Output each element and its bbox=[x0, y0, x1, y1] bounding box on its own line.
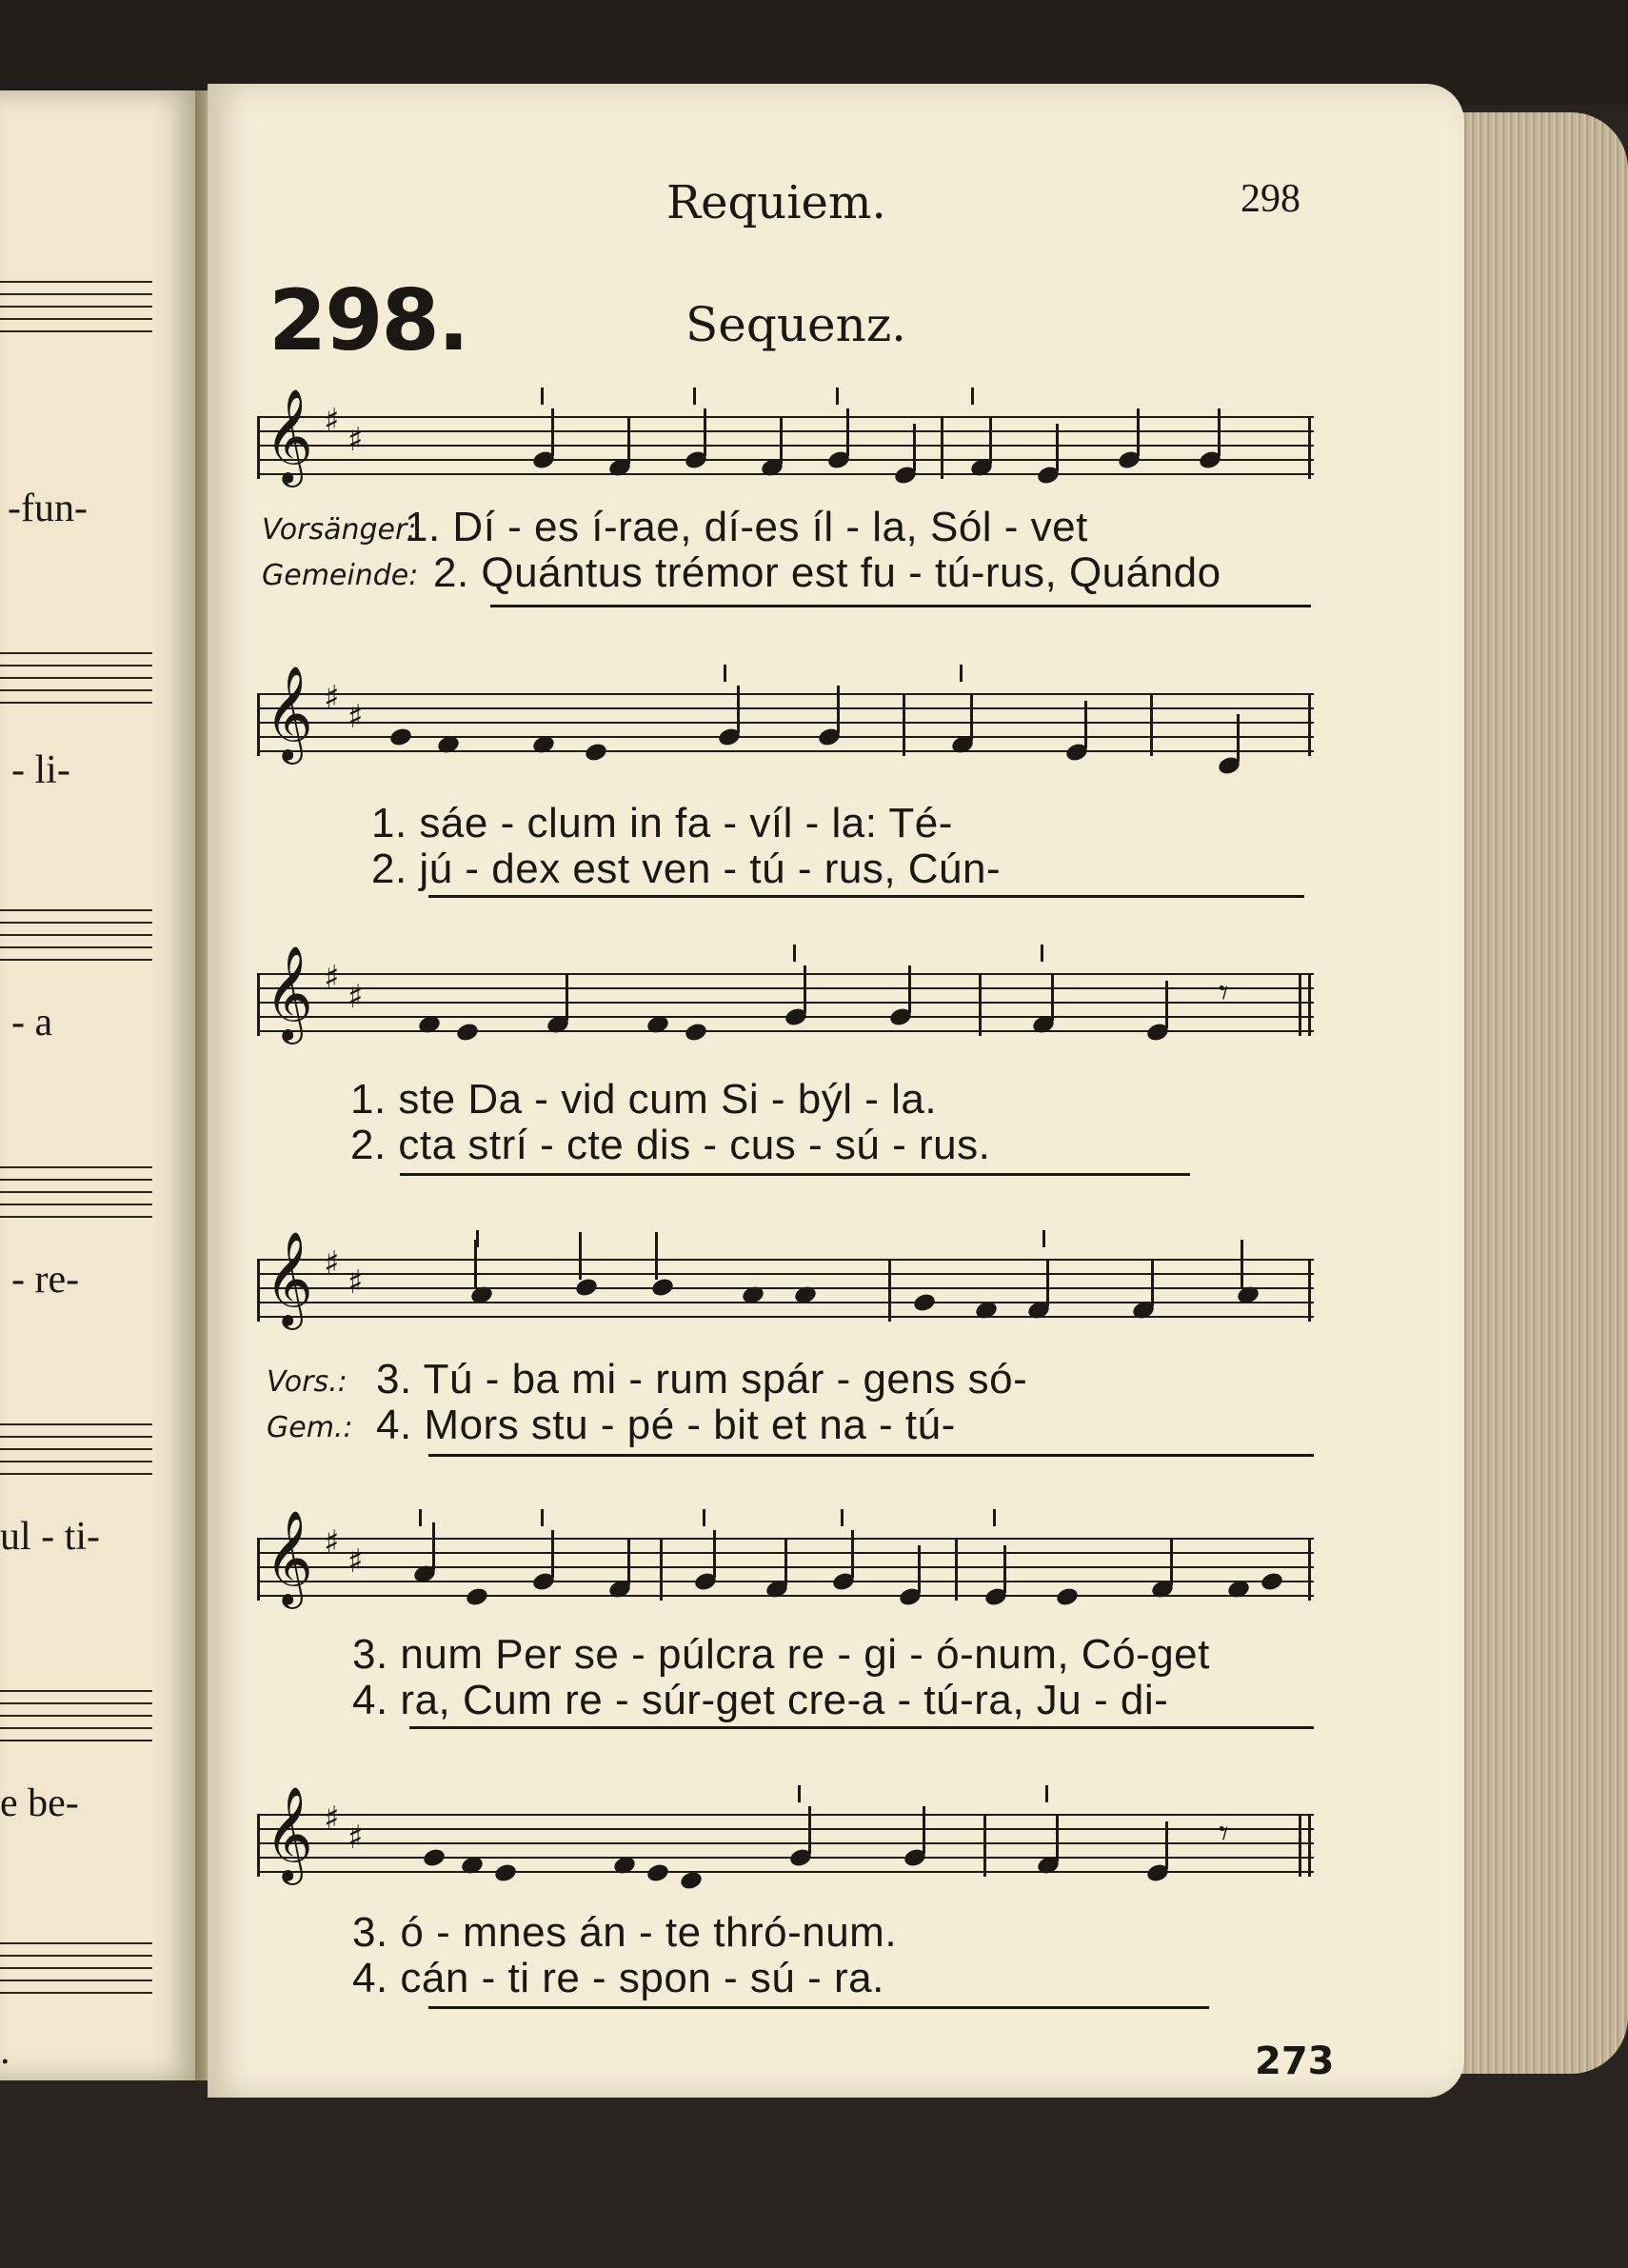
treble-clef-icon: 𝄞 bbox=[265, 1786, 313, 1881]
lyrics-line: 4. cán - ti re - spon - sú - ra. bbox=[352, 1955, 884, 2001]
stem bbox=[1046, 1259, 1049, 1306]
left-staff bbox=[0, 652, 152, 706]
stem bbox=[989, 416, 992, 464]
text-rule bbox=[409, 1726, 1314, 1729]
role-label-gem: Gem.: bbox=[267, 1411, 353, 1444]
lyrics-line: 2. jú - dex est ven - tú - rus, Cún- bbox=[371, 846, 1002, 892]
hymn-number: 298. bbox=[268, 271, 468, 369]
left-fragment: - re- bbox=[11, 1258, 80, 1302]
lyrics-line: 1. Dí - es í-rae, dí-es íl - la, Sól - vet bbox=[405, 504, 1088, 550]
staff bbox=[257, 1786, 1314, 1881]
sharp-icon: ♯ bbox=[347, 1263, 364, 1302]
stem bbox=[846, 408, 849, 456]
sharp-icon: ♯ bbox=[324, 959, 340, 997]
running-head-number: 298 bbox=[1241, 177, 1300, 221]
stem bbox=[1241, 1240, 1243, 1287]
accent-mark bbox=[541, 1509, 544, 1526]
text-rule bbox=[428, 2006, 1209, 2009]
stem bbox=[913, 424, 916, 471]
lyrics-line: 3. ó - mnes án - te thró-num. bbox=[352, 1909, 898, 1956]
stem bbox=[627, 416, 630, 464]
stem bbox=[432, 1522, 435, 1570]
stem bbox=[655, 1232, 658, 1280]
accent-mark bbox=[724, 665, 726, 682]
staff bbox=[257, 666, 1314, 761]
lyrics-line: 4. ra, Cum re - súr-get cre-a - tú-ra, Ju - di- bbox=[352, 1677, 1169, 1723]
stem bbox=[627, 1538, 630, 1585]
lyrics-line: 3. Tú - ba mi - rum spár - gens só- bbox=[376, 1356, 1028, 1403]
note bbox=[1260, 1571, 1284, 1593]
accent-mark bbox=[541, 388, 544, 405]
accent-mark bbox=[419, 1509, 422, 1526]
accent-mark bbox=[960, 665, 963, 682]
running-head-title: Requiem. bbox=[666, 176, 886, 229]
sharp-icon: ♯ bbox=[347, 698, 364, 736]
stem bbox=[566, 973, 568, 1021]
accent-mark bbox=[971, 388, 974, 405]
lyrics-line: 2. cta strí - cte dis - cus - sú - rus. bbox=[350, 1122, 991, 1168]
left-fragment: . bbox=[0, 2029, 10, 2073]
role-label-vorsaenger: Vorsänger: bbox=[262, 513, 417, 547]
text-rule bbox=[400, 1173, 1190, 1176]
staff bbox=[257, 1231, 1314, 1326]
stem bbox=[918, 1545, 921, 1593]
note bbox=[422, 1847, 447, 1869]
left-staff bbox=[0, 1423, 152, 1477]
accent-mark bbox=[1041, 945, 1043, 962]
note bbox=[574, 1277, 599, 1299]
sharp-icon: ♯ bbox=[324, 402, 340, 440]
staff bbox=[257, 388, 1314, 484]
left-fragment: -fun- bbox=[8, 487, 88, 530]
sharp-icon: ♯ bbox=[347, 978, 364, 1016]
accent-mark bbox=[693, 388, 696, 405]
sharp-icon: ♯ bbox=[347, 1819, 364, 1857]
page-number: 273 bbox=[1255, 2039, 1335, 2083]
stem bbox=[551, 1530, 554, 1578]
accent-mark bbox=[993, 1509, 996, 1526]
lyrics-line: 3. num Per se - púlcra re - gi - ó-num, Có-get bbox=[352, 1631, 1210, 1678]
accent-mark bbox=[476, 1230, 479, 1247]
text-rule bbox=[428, 1454, 1314, 1457]
text-rule bbox=[490, 605, 1311, 607]
sharp-icon: ♯ bbox=[347, 1542, 364, 1581]
stem bbox=[1051, 973, 1054, 1021]
stem bbox=[704, 408, 706, 456]
rest-icon: 𝄾 bbox=[1219, 971, 1229, 1015]
left-fragment: e be- bbox=[0, 1781, 79, 1825]
left-staff bbox=[0, 281, 152, 334]
page-edges bbox=[1438, 112, 1628, 2074]
stem bbox=[579, 1232, 582, 1280]
left-staff bbox=[0, 1166, 152, 1220]
accent-mark bbox=[1045, 1785, 1048, 1802]
lyrics-line: 4. Mors stu - pé - bit et na - tú- bbox=[376, 1402, 956, 1448]
left-fragment: ul - ti- bbox=[0, 1515, 100, 1559]
stem bbox=[1165, 1821, 1168, 1869]
stem bbox=[551, 408, 554, 456]
treble-clef-icon: 𝄞 bbox=[265, 945, 313, 1041]
treble-clef-icon: 𝄞 bbox=[265, 666, 313, 761]
treble-clef-icon: 𝄞 bbox=[265, 1510, 313, 1605]
role-label-vors: Vors.: bbox=[267, 1365, 347, 1399]
lyrics-line: 2. Quántus trémor est fu - tú-rus, Quándo bbox=[433, 549, 1221, 596]
stem bbox=[1170, 1538, 1173, 1585]
stem bbox=[1056, 424, 1059, 471]
stem bbox=[808, 1806, 811, 1854]
stem bbox=[1003, 1545, 1006, 1593]
stem bbox=[713, 1530, 716, 1578]
left-staff bbox=[0, 1690, 152, 1743]
stem bbox=[1165, 981, 1168, 1028]
lyrics-line: 1. ste Da - vid cum Si - býl - la. bbox=[350, 1076, 938, 1123]
sharp-icon: ♯ bbox=[324, 1800, 340, 1838]
stem bbox=[837, 686, 840, 733]
left-fragment: - li- bbox=[11, 748, 70, 792]
accent-mark bbox=[703, 1509, 705, 1526]
stem bbox=[780, 416, 783, 464]
sharp-icon: ♯ bbox=[347, 421, 364, 459]
stem bbox=[1218, 408, 1221, 456]
hymn-title: Sequenz. bbox=[685, 297, 907, 352]
stem bbox=[923, 1806, 925, 1854]
sharp-icon: ♯ bbox=[324, 679, 340, 717]
accent-mark bbox=[793, 945, 796, 962]
sharp-icon: ♯ bbox=[324, 1244, 340, 1283]
accent-mark bbox=[836, 388, 839, 405]
staff bbox=[257, 1510, 1314, 1605]
note bbox=[388, 726, 413, 748]
stem bbox=[1151, 1259, 1154, 1306]
accent-mark bbox=[1042, 1230, 1045, 1247]
stem bbox=[851, 1530, 854, 1578]
role-label-gemeinde: Gemeinde: bbox=[262, 559, 419, 592]
stem bbox=[1056, 1814, 1059, 1861]
note bbox=[650, 1277, 675, 1299]
stem bbox=[970, 693, 973, 741]
stem bbox=[784, 1538, 787, 1585]
left-fragment: - a bbox=[11, 1001, 53, 1044]
rest-icon: 𝄾 bbox=[1219, 1812, 1229, 1856]
staff bbox=[257, 945, 1314, 1041]
treble-clef-icon: 𝄞 bbox=[265, 388, 313, 484]
text-rule bbox=[428, 895, 1304, 898]
lyrics-line: 1. sáe - clum in fa - víl - la: Té- bbox=[371, 800, 953, 846]
left-page bbox=[0, 90, 202, 2080]
accent-mark bbox=[841, 1509, 844, 1526]
stem bbox=[737, 686, 740, 733]
left-staff bbox=[0, 909, 152, 963]
note bbox=[912, 1292, 937, 1314]
stem bbox=[1137, 408, 1140, 456]
stem bbox=[908, 965, 911, 1013]
left-staff bbox=[0, 1942, 152, 1996]
stem bbox=[804, 965, 806, 1013]
accent-mark bbox=[798, 1785, 801, 1802]
stem bbox=[1084, 701, 1087, 748]
treble-clef-icon: 𝄞 bbox=[265, 1231, 313, 1326]
sharp-icon: ♯ bbox=[324, 1523, 340, 1562]
stem bbox=[1237, 714, 1240, 762]
